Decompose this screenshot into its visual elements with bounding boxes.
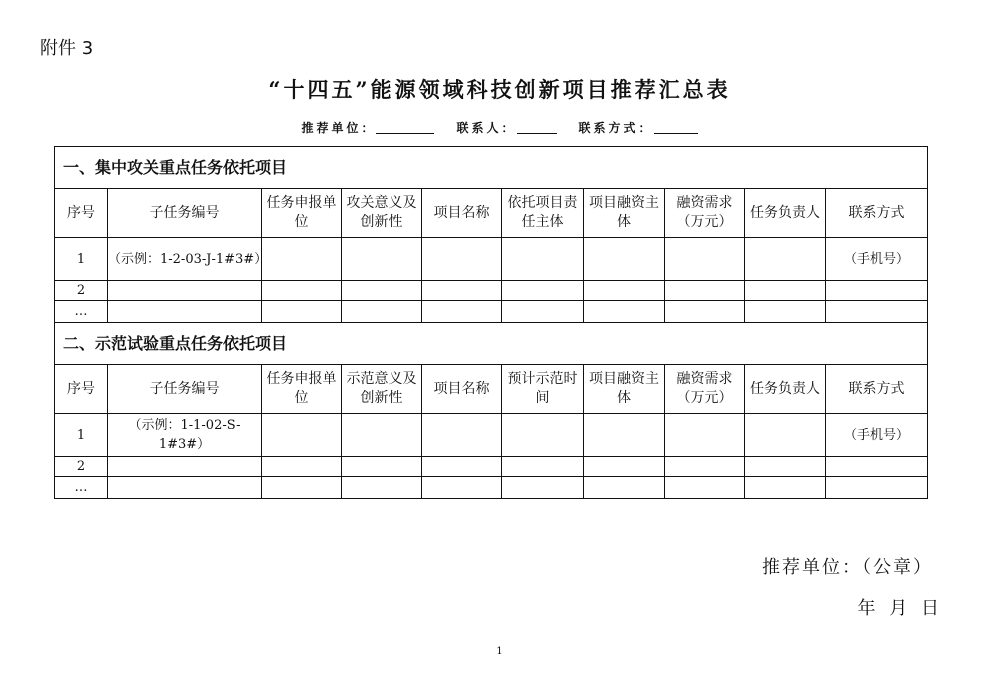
table-cell[interactable] bbox=[665, 281, 745, 301]
table-cell[interactable] bbox=[502, 238, 584, 281]
table-cell[interactable] bbox=[826, 457, 928, 477]
table-cell[interactable] bbox=[342, 301, 422, 323]
table-cell[interactable] bbox=[342, 477, 422, 499]
table-cell[interactable] bbox=[422, 281, 502, 301]
table-cell[interactable] bbox=[422, 238, 502, 281]
table-cell[interactable] bbox=[584, 477, 665, 499]
contact-cell: （手机号） bbox=[826, 238, 928, 281]
date-line: 年 月 日 bbox=[857, 598, 939, 619]
table-cell[interactable] bbox=[502, 301, 584, 323]
method-blank bbox=[654, 121, 698, 134]
header-cell: 示范意义及创新性 bbox=[342, 365, 422, 414]
header-cell: 联系方式 bbox=[826, 189, 928, 238]
header-cell: 项目名称 bbox=[422, 189, 502, 238]
header-cell: 依托项目责任主体 bbox=[502, 189, 584, 238]
table-cell[interactable] bbox=[262, 238, 342, 281]
table-cell[interactable] bbox=[584, 281, 665, 301]
table-cell[interactable] bbox=[108, 457, 262, 477]
section2-header-row bbox=[55, 365, 928, 414]
header-cell: 任务申报单位 bbox=[262, 189, 342, 238]
table-cell[interactable] bbox=[584, 238, 665, 281]
table-cell[interactable] bbox=[422, 414, 502, 457]
subtask-code: （示例：1-1-02-S-1#3#） bbox=[108, 414, 262, 457]
header-cell: 任务负责人 bbox=[745, 189, 826, 238]
table-cell[interactable] bbox=[665, 477, 745, 499]
row-number: 2 bbox=[55, 457, 108, 477]
table-cell[interactable] bbox=[262, 457, 342, 477]
table-cell[interactable] bbox=[422, 457, 502, 477]
header-cell: 任务申报单位 bbox=[262, 365, 342, 414]
table-cell[interactable] bbox=[342, 238, 422, 281]
row-number: … bbox=[55, 301, 108, 323]
table-cell[interactable] bbox=[745, 457, 826, 477]
page-number: 1 bbox=[496, 646, 503, 657]
table-cell[interactable] bbox=[108, 301, 262, 323]
header-cell: 序号 bbox=[55, 365, 108, 414]
table-row bbox=[55, 457, 928, 477]
subtask-code: （示例：1-2-03-J-1#3#） bbox=[108, 238, 262, 281]
table-cell[interactable] bbox=[262, 281, 342, 301]
table-cell[interactable] bbox=[665, 457, 745, 477]
header-cell: 联系方式 bbox=[826, 365, 928, 414]
table-cell[interactable] bbox=[502, 457, 584, 477]
row-number: 1 bbox=[55, 238, 108, 281]
header-cell: 攻关意义及创新性 bbox=[342, 189, 422, 238]
table-cell[interactable] bbox=[584, 457, 665, 477]
contact-label: 联系人： bbox=[456, 121, 517, 135]
header-cell: 预计示范时间 bbox=[502, 365, 584, 414]
table-cell[interactable] bbox=[108, 281, 262, 301]
table-row bbox=[55, 238, 928, 281]
header-cell: 项目名称 bbox=[422, 365, 502, 414]
unit-blank bbox=[376, 121, 434, 134]
section1-header-row bbox=[55, 189, 928, 238]
table-cell[interactable] bbox=[665, 238, 745, 281]
table-cell[interactable] bbox=[745, 477, 826, 499]
header-cell: 项目融资主体 bbox=[584, 365, 665, 414]
table-cell[interactable] bbox=[745, 301, 826, 323]
table-cell[interactable] bbox=[262, 301, 342, 323]
section2-title: 二、示范试验重点任务依托项目 bbox=[55, 323, 928, 365]
table-row bbox=[55, 301, 928, 323]
table-cell[interactable] bbox=[745, 238, 826, 281]
table-cell[interactable] bbox=[826, 477, 928, 499]
table-cell[interactable] bbox=[584, 301, 665, 323]
row-number: … bbox=[55, 477, 108, 499]
table-cell[interactable] bbox=[745, 281, 826, 301]
table-cell[interactable] bbox=[745, 414, 826, 457]
method-label: 联系方式： bbox=[578, 121, 654, 135]
header-cell: 子任务编号 bbox=[108, 189, 262, 238]
section1-title: 一、集中攻关重点任务依托项目 bbox=[55, 147, 928, 189]
recommend-unit-seal: 推荐单位：（公章） bbox=[762, 557, 933, 578]
header-cell: 融资需求（万元） bbox=[665, 365, 745, 414]
header-cell: 融资需求（万元） bbox=[665, 189, 745, 238]
row-number: 2 bbox=[55, 281, 108, 301]
table-cell[interactable] bbox=[502, 414, 584, 457]
row-number: 1 bbox=[55, 414, 108, 457]
recommend-info-line bbox=[0, 119, 999, 136]
header-cell: 序号 bbox=[55, 189, 108, 238]
header-cell: 项目融资主体 bbox=[584, 189, 665, 238]
table-row bbox=[55, 414, 928, 457]
table-row bbox=[55, 477, 928, 499]
contact-cell: （手机号） bbox=[826, 414, 928, 457]
table-cell[interactable] bbox=[826, 281, 928, 301]
attachment-label: 附件 3 bbox=[40, 38, 94, 59]
summary-table bbox=[54, 146, 928, 499]
table-cell[interactable] bbox=[584, 414, 665, 457]
table-cell[interactable] bbox=[262, 414, 342, 457]
header-cell: 子任务编号 bbox=[108, 365, 262, 414]
header-cell: 任务负责人 bbox=[745, 365, 826, 414]
table-cell[interactable] bbox=[262, 477, 342, 499]
table-cell[interactable] bbox=[502, 477, 584, 499]
table-cell[interactable] bbox=[422, 477, 502, 499]
table-cell[interactable] bbox=[422, 301, 502, 323]
page-title: “十四五”能源领域科技创新项目推荐汇总表 bbox=[268, 77, 731, 102]
unit-label: 推荐单位： bbox=[301, 121, 377, 135]
table-cell[interactable] bbox=[342, 281, 422, 301]
table-cell[interactable] bbox=[826, 301, 928, 323]
table-row bbox=[55, 281, 928, 301]
table-cell[interactable] bbox=[665, 414, 745, 457]
table-cell[interactable] bbox=[342, 457, 422, 477]
table-cell[interactable] bbox=[342, 414, 422, 457]
contact-blank bbox=[517, 121, 557, 134]
table-cell[interactable] bbox=[665, 301, 745, 323]
table-cell[interactable] bbox=[108, 477, 262, 499]
table-cell[interactable] bbox=[502, 281, 584, 301]
